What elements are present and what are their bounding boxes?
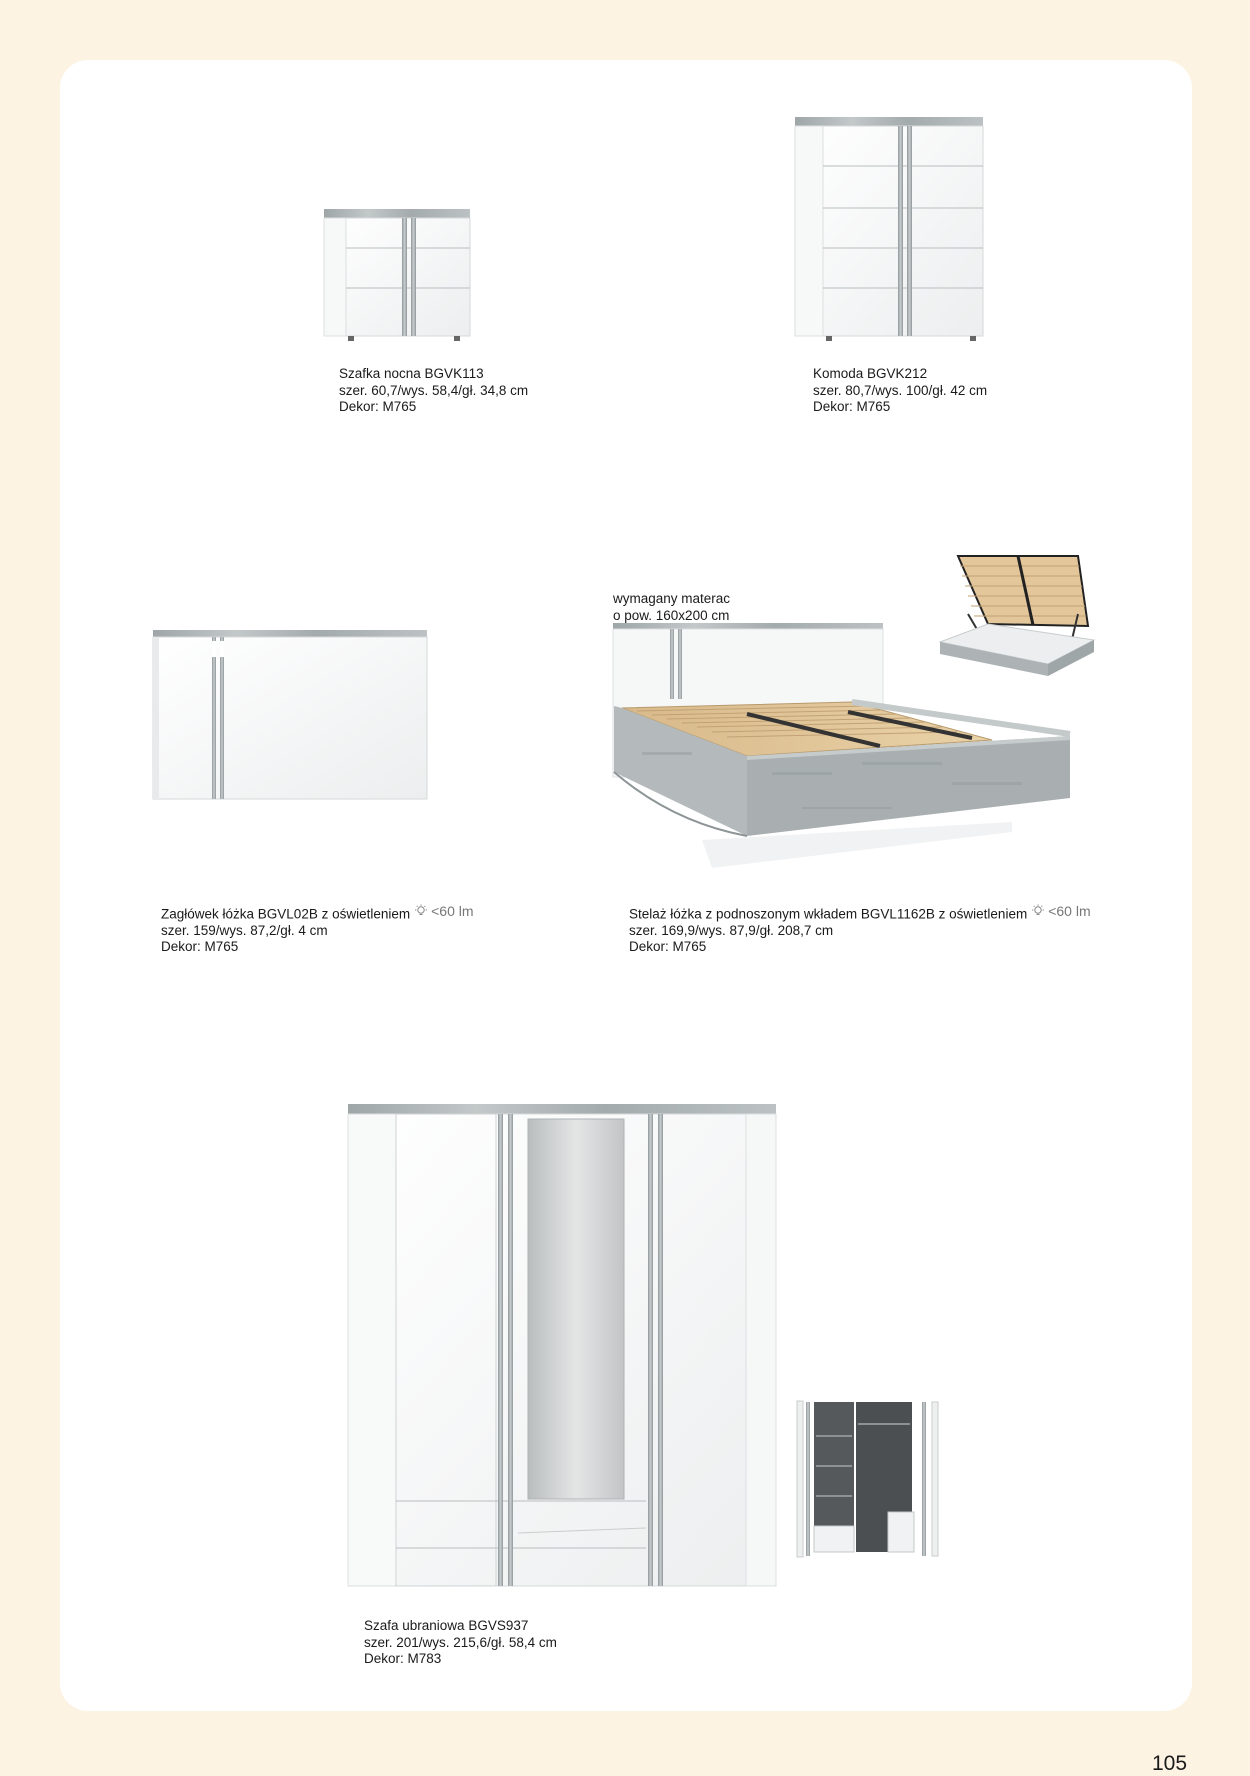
wardrobe-caption: [364, 1618, 557, 1668]
bed-lift-mechanism-image: [938, 554, 1096, 678]
product-dimensions: szer. 159/wys. 87,2/gł. 4 cm: [161, 922, 328, 938]
product-dimensions: szer. 80,7/wys. 100/gł. 42 cm: [813, 382, 988, 398]
product-name: Zagłówek łóżka BGVL02B z oświetleniem: [161, 906, 411, 922]
lumen-value: <60 lm: [431, 903, 474, 919]
product-name: Szafa ubraniowa BGVS937: [364, 1618, 529, 1633]
wardrobe-image: [346, 1103, 778, 1589]
product-name: Szafka nocna BGVK113: [339, 366, 484, 381]
light-bulb-icon: [414, 904, 428, 918]
product-name: Stelaż łóżka z podnoszonym wkładem BGVL1162B z oświetleniem: [629, 906, 1028, 922]
chest-of-drawers-caption: [813, 366, 987, 416]
product-decor: Dekor: M765: [161, 939, 239, 955]
chest-of-drawers-image: [794, 116, 984, 342]
mattress-note-line1: wymagany materac: [613, 591, 731, 606]
product-dimensions: szer. 201/wys. 215,6/gł. 58,4 cm: [364, 1634, 557, 1650]
headboard-caption: [161, 903, 474, 956]
light-bulb-icon: [1031, 904, 1045, 918]
mattress-note-line2: o pow. 160x200 cm: [613, 607, 730, 623]
page-number: 105: [1152, 1752, 1188, 1775]
bed-frame-caption: [629, 903, 1091, 956]
mattress-note: [613, 591, 730, 624]
product-dimensions: szer. 169,9/wys. 87,9/gł. 208,7 cm: [629, 922, 834, 938]
product-name: Komoda BGVK212: [813, 366, 928, 381]
nightstand-image: [322, 208, 472, 342]
lumen-value: <60 lm: [1048, 903, 1091, 919]
wardrobe-interior-image: [796, 1400, 942, 1558]
product-decor: Dekor: M783: [364, 1651, 442, 1666]
product-decor: Dekor: M765: [629, 939, 707, 955]
nightstand-caption: [339, 366, 528, 416]
product-decor: Dekor: M765: [813, 399, 891, 414]
product-dimensions: szer. 60,7/wys. 58,4/gł. 34,8 cm: [339, 382, 529, 398]
headboard-image: [152, 629, 428, 801]
product-decor: Dekor: M765: [339, 399, 417, 414]
